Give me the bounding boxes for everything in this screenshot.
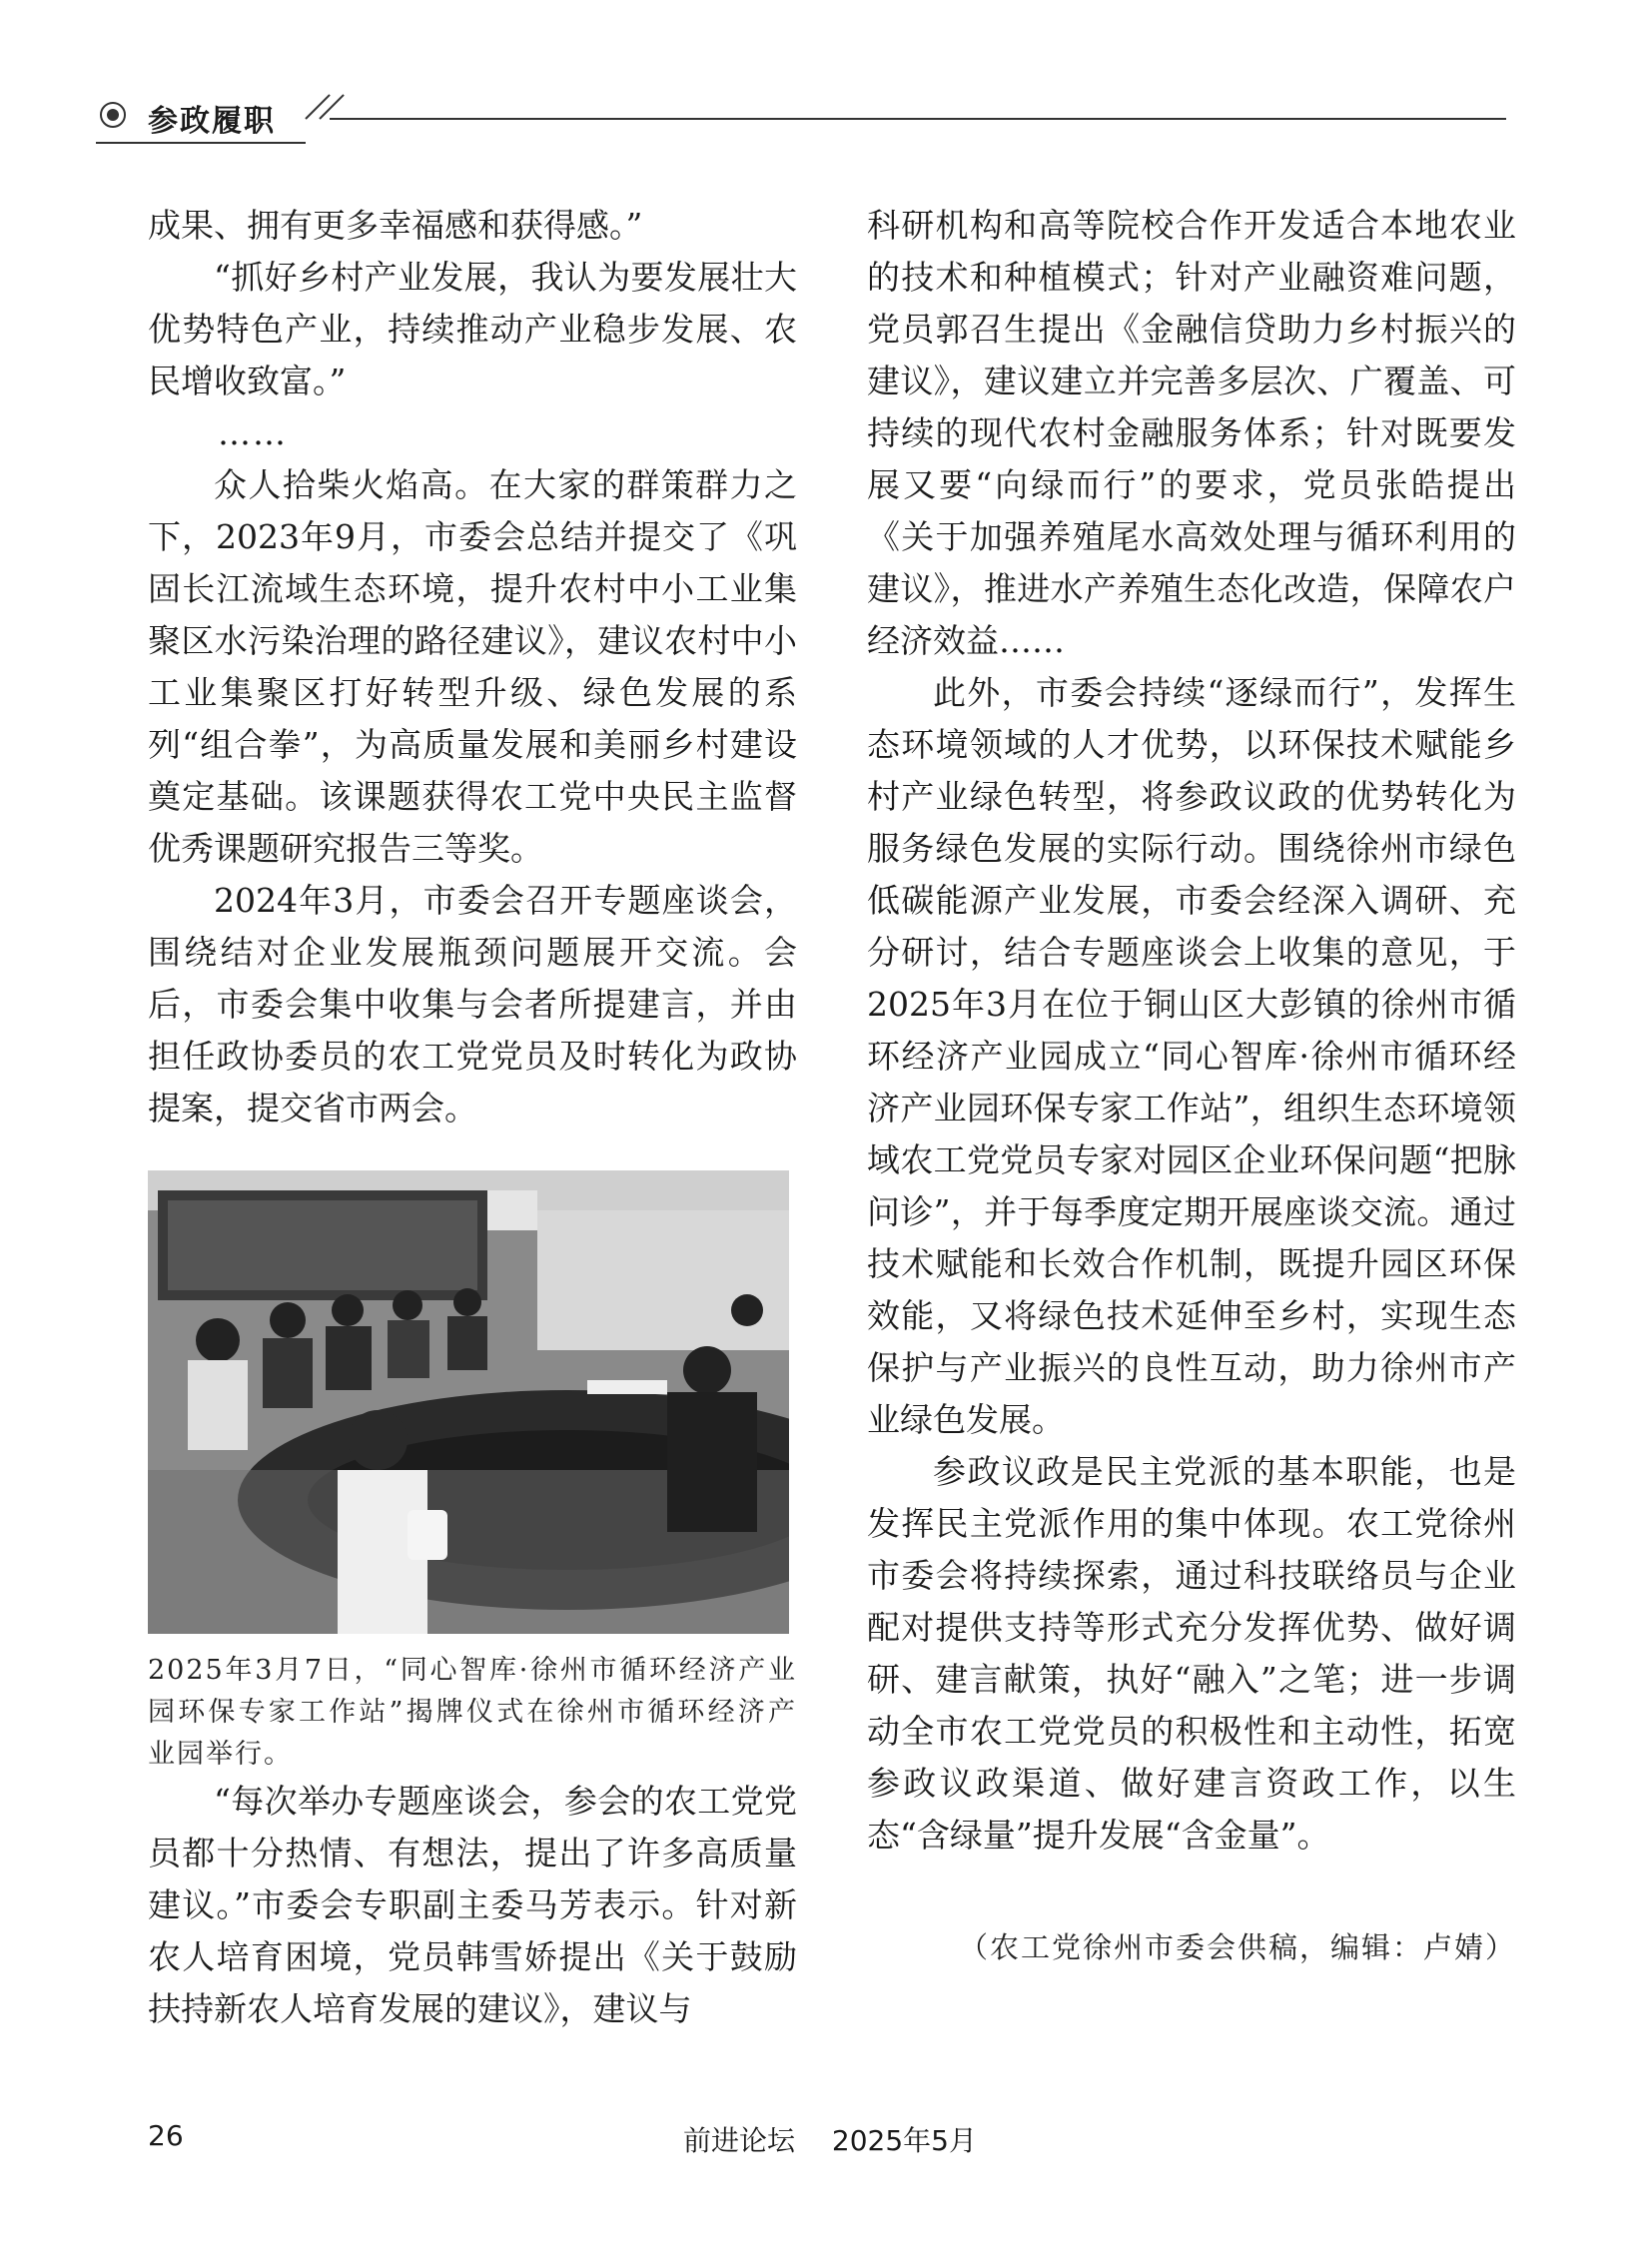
magazine-issue: 前进论坛 2025年5月 — [683, 2124, 977, 2157]
paragraph: “每次举办专题座谈会，参会的农工党党员都十分热情、有想法，提出了许多高质量建议。”市委会专职副主委马芳表示。针对新农人培育困境，党员韩雪娇提出《关于鼓励扶持新农人培育发展的建议》，建议与 — [148, 1782, 797, 2028]
paragraph: 众人拾柴火焰高。在大家的群策群力之下，2023年9月，市委会总结并提交了《巩固长江流域生态环境，提升农村中小工业集聚区水污染治理的路径建议》，建议农村中小工业集聚区打好转型升级、绿色发展的系列“组合拳”，为高质量发展和美丽乡村建设奠定基础。该课题获得农工党中央民主监督优秀课题研究报告三等奖。 — [148, 465, 797, 868]
header-slash — [305, 94, 330, 119]
paragraph: 科研机构和高等院校合作开发适合本地农业的技术和种植模式；针对产业融资难问题，党员郭召生提出《金融信贷助力乡村振兴的建议》，建议建立并完善多层次、广覆盖、可持续的现代农村金融服务体系；针对既要发展又要“向绿而行”的要求，党员张皓提出《关于加强养殖尾水高效处理与循环利用的建议》，推进水产养殖生态化改造，保障农户经济效益…… — [867, 206, 1516, 660]
article-credit: （农工党徐州市委会供稿，编辑：卢婧） — [958, 1930, 1516, 1964]
right-column — [867, 200, 1516, 1973]
paragraph: 参政议政是民主党派的基本职能，也是发挥民主党派作用的集中体现。农工党徐州市委会将持续探索，通过科技联络员与企业配对提供支持等形式充分发挥优势、做好调研、建言献策，执好“融入”之笔；进一步调动全市农工党党员的积极性和主动性，拓宽参政议政渠道、做好建言资政工作，以生态“含绿量”提升发展“含金量”。 — [867, 1452, 1516, 1855]
left-column — [148, 200, 797, 2035]
target-circle-icon — [100, 102, 126, 128]
page-header — [96, 84, 1506, 144]
paragraph: 此外，市委会持续“逐绿而行”，发挥生态环境领域的人才优势，以环保技术赋能乡村产业绿色转型，将参政议政的优势转化为服务绿色发展的实际行动。围绕徐州市绿色低碳能源产业发展，市委会经深入调研、充分研讨，结合专题座谈会上收集的意见，于2025年3月在位于铜山区大彭镇的徐州市循环经济产业园成立“同心智库·徐州市循环经济产业园环保专家工作站”，组织生态环境领域农工党党员专家对园区企业环保问题“把脉问诊”，并于每季度定期开展座谈交流。通过技术赋能和长效合作机制，既提升园区环保效能，又将绿色技术延伸至乡村，实现生态保护与产业振兴的良性互动，助力徐州市产业绿色发展。 — [867, 673, 1516, 1439]
header-slash — [319, 94, 344, 119]
page-number: 26 — [148, 2119, 184, 2152]
ellipsis: …… — [218, 413, 288, 452]
paragraph: “抓好乡村产业发展，我认为要发展壮大优势特色产业，持续推动产业稳步发展、农民增收致富。” — [148, 258, 797, 400]
paragraph: 2024年3月，市委会召开专题座谈会，围绕结对企业发展瓶颈问题展开交流。会后，市委会集中收集与会者所提建言，并由担任政协委员的农工党党员及时转化为政协提案，提交省市两会。 — [148, 881, 797, 1127]
paragraph: 成果、拥有更多幸福感和获得感。” — [148, 206, 643, 245]
section-title: 参政履职 — [148, 104, 276, 139]
meeting-photo — [148, 1170, 789, 1634]
header-rule-right — [330, 118, 1506, 120]
photo-caption: 2025年3月7日，“同心智库·徐州市循环经济产业园环保专家工作站”揭牌仪式在徐州市循环经济产业园举行。 — [148, 1655, 797, 1770]
header-rule-left — [96, 142, 306, 144]
meeting-photo-illustration — [148, 1170, 789, 1634]
